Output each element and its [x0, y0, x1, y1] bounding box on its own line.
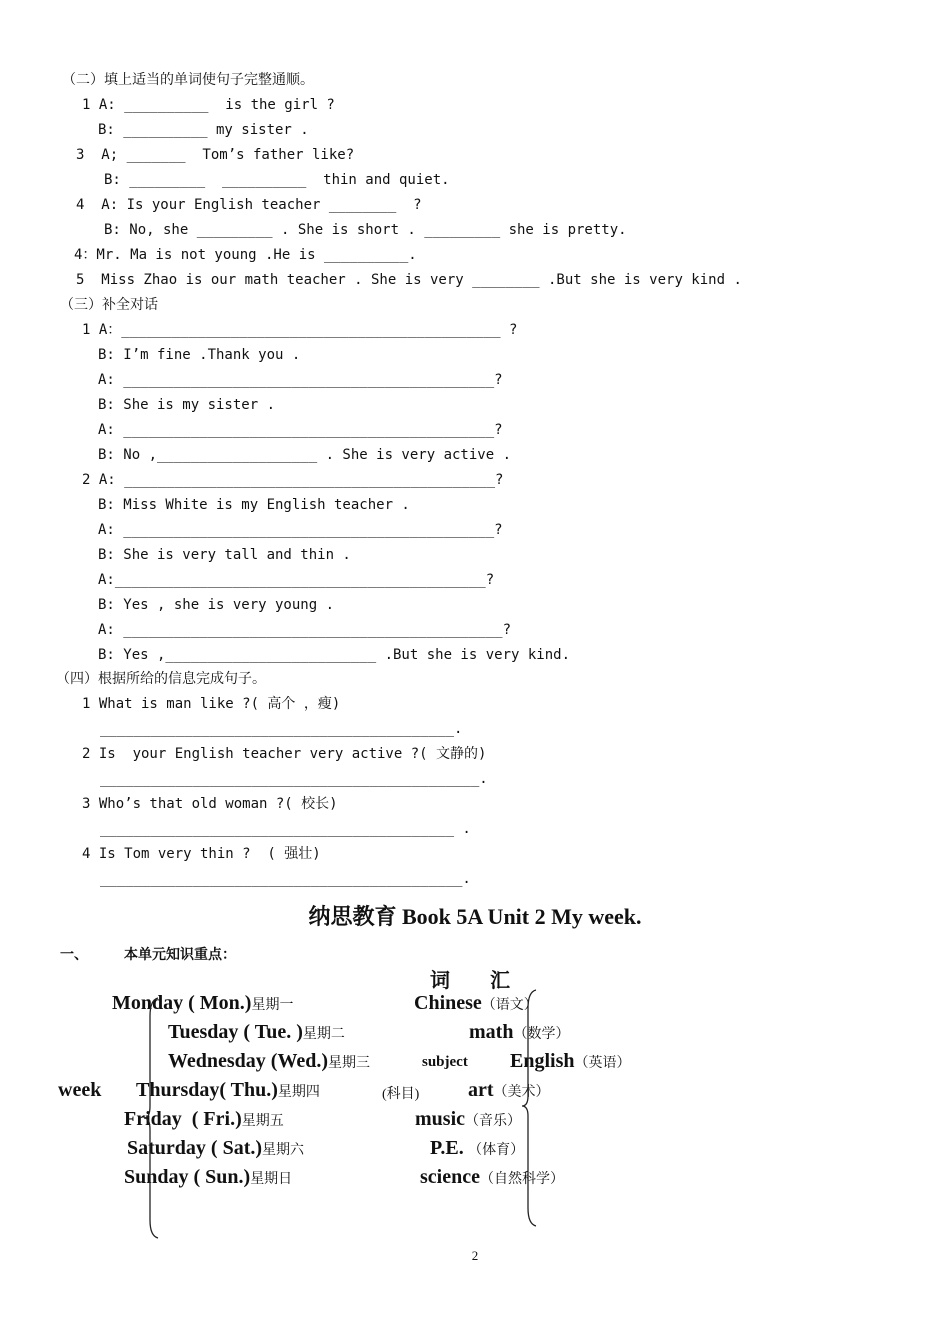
subject-brace-icon: [518, 988, 542, 1228]
exercise-line: 3 A; _______ Tom’s father like?: [76, 147, 355, 163]
day-en: Sunday ( Sun.): [124, 1166, 251, 1188]
exercise-line: （三）补全对话: [60, 297, 158, 313]
day-cn: 星期一: [251, 997, 294, 1013]
day-en: Friday ( Fri.): [124, 1108, 242, 1130]
subject-en: English: [510, 1050, 575, 1072]
exercise-line: B: She is very tall and thin .: [98, 547, 351, 563]
exercise-line: 4：Mr. Ma is not young .He is __________.: [74, 247, 417, 263]
exercise-line: B: I’m fine .Thank you .: [98, 347, 301, 363]
exercise-line: A: ____________________________________________?: [98, 522, 503, 538]
exercise-line: B: _________ __________ thin and quiet.: [104, 172, 450, 188]
subject-row: [420, 1166, 564, 1189]
subject-en: science: [420, 1166, 480, 1188]
exercise-line: B: No, she _________ . She is short . _________ she is pretty.: [104, 222, 627, 238]
exercise-line: A:____________________________________________?: [98, 572, 495, 588]
exercise-line: （四）根据所给的信息完成句子。: [56, 671, 266, 687]
exercise-line: B: __________ my sister .: [98, 122, 309, 138]
exercise-line: 1 What is man like ?( 高个 ，瘦): [82, 696, 341, 712]
exercise-line: ___________________________________________.: [100, 871, 471, 887]
exercise-line: _____________________________________________.: [100, 771, 488, 787]
subject-en: art: [468, 1079, 494, 1101]
subject-cn: （自然科学）: [479, 1171, 564, 1187]
vocab-heading-char-2: 汇: [490, 970, 510, 992]
day-cn: 星期六: [262, 1142, 305, 1158]
subject-cn: （数学）: [513, 1026, 570, 1042]
exercise-line: 4 A: Is your English teacher ________ ?: [76, 197, 422, 213]
unit-title: 纳思教育 Book 5A Unit 2 My week.: [308, 904, 642, 929]
day-row: [168, 1021, 345, 1044]
exercise-line: B: Yes , she is very young .: [98, 597, 335, 613]
exercise-line: A: _____________________________________________?: [98, 622, 512, 638]
exercise-line: 2 A: ____________________________________________?: [82, 472, 504, 488]
exercise-line: （二）填上适当的单词使句子完整通顺。: [62, 72, 314, 88]
day-en: Thursday( Thu.): [136, 1079, 278, 1101]
day-cn: 星期二: [302, 1026, 345, 1042]
week-label: week: [58, 1079, 102, 1101]
page-number: 2: [471, 1248, 479, 1263]
exercise-line: 1 A：_____________________________________________ ?: [82, 322, 518, 338]
subject-cn: （美术）: [493, 1084, 550, 1100]
exercise-line: B: Miss White is my English teacher .: [98, 497, 410, 513]
subject-en: math: [469, 1021, 514, 1043]
subject-cn: （英语）: [574, 1055, 631, 1071]
day-en: Monday ( Mon.): [112, 992, 252, 1014]
subject-cn: （体育）: [463, 1142, 525, 1158]
vocab-heading-char-1: 词: [430, 970, 450, 992]
exercise-line: 3 Who’s that old woman ?( 校长): [82, 796, 338, 812]
week-brace-icon: [140, 996, 164, 1240]
exercise-line: B: No ,___________________ . She is very active .: [98, 447, 512, 463]
subject-en: music: [415, 1108, 465, 1130]
exercise-line: A: ____________________________________________?: [98, 422, 503, 438]
subject-cn: （语文）: [481, 997, 538, 1013]
day-en: Saturday ( Sat.): [127, 1137, 263, 1159]
exercise-line: __________________________________________ .: [100, 821, 471, 837]
subject-row: [415, 1108, 521, 1131]
subject-cn-label: (科目): [382, 1087, 420, 1102]
exercise-line: 4 Is Tom very thin ? ( 强壮): [82, 846, 321, 862]
exercise-line: B: She is my sister .: [98, 397, 276, 413]
day-row: [168, 1050, 370, 1073]
exercise-line: 1 A: __________ is the girl ?: [82, 97, 335, 113]
section-number: 一、: [60, 948, 88, 963]
exercise-line: 5 Miss Zhao is our math teacher . She is very ________ .But she is very kind .: [76, 272, 742, 288]
day-cn: 星期三: [328, 1055, 371, 1071]
exercise-line: B: Yes ,_________________________ .But she is very kind.: [98, 647, 571, 663]
exercise-line: A: ____________________________________________?: [98, 372, 503, 388]
section-label: 本单元知识重点：: [124, 948, 236, 963]
exercise-line: 2 Is your English teacher very active ?( 文静的): [82, 746, 487, 762]
subject-en: P.E.: [430, 1137, 464, 1159]
day-cn: 星期五: [241, 1113, 284, 1129]
exercise-line: __________________________________________.: [100, 721, 463, 737]
subject-label: subject: [422, 1054, 468, 1070]
day-cn: 星期日: [250, 1171, 293, 1187]
day-en: Tuesday ( Tue. ): [168, 1021, 303, 1043]
subject-cn: （音乐）: [465, 1113, 521, 1129]
subject-en: Chinese: [414, 992, 482, 1014]
subject-row: [430, 1137, 524, 1160]
day-cn: 星期四: [277, 1084, 320, 1100]
day-en: Wednesday (Wed.): [168, 1050, 329, 1072]
